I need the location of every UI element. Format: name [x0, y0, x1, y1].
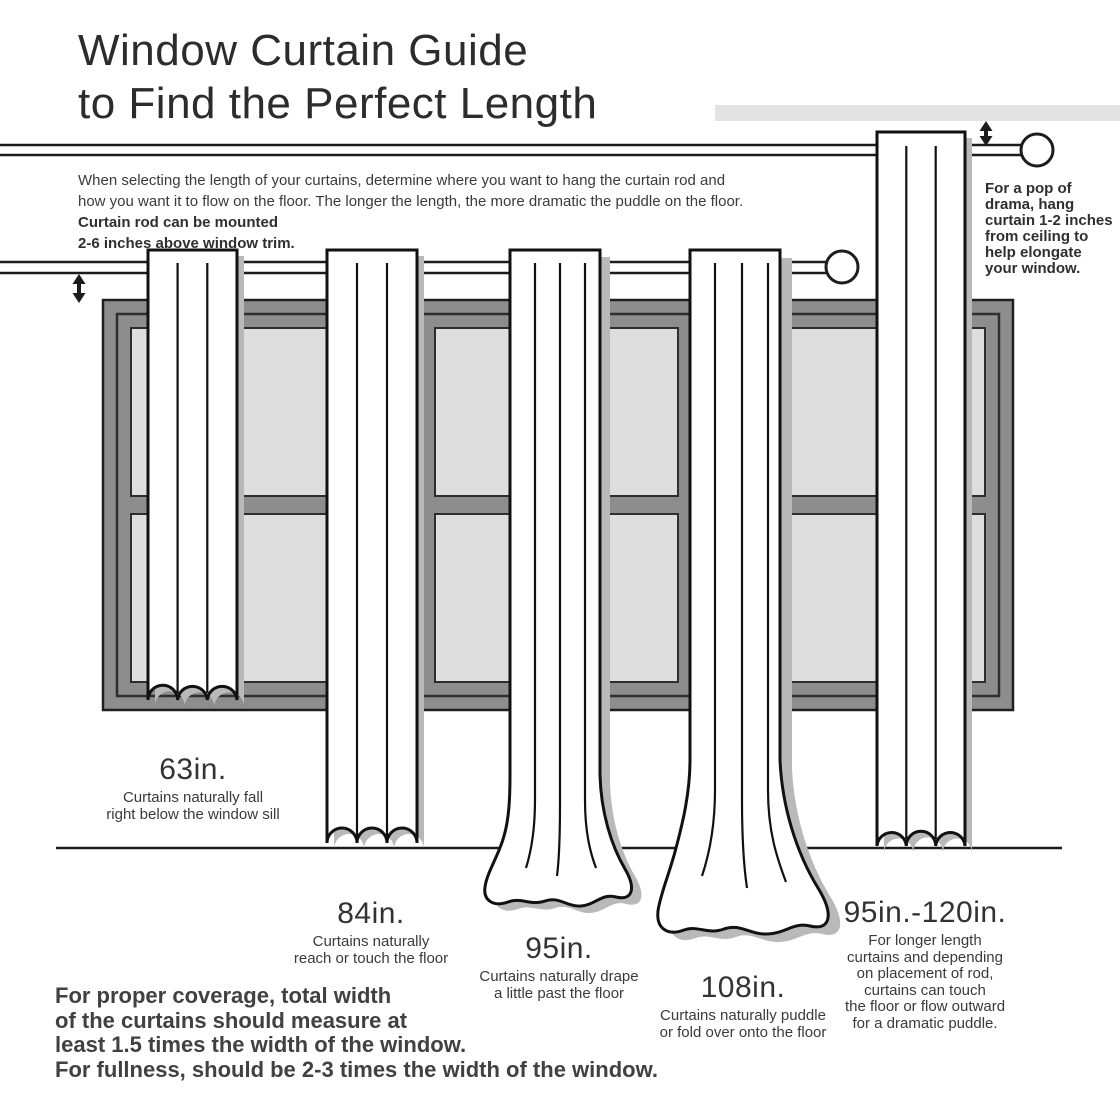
curtain-length-label-95in-120in [844, 896, 1007, 1032]
ceiling-tip-line: curtain 1-2 inches [985, 212, 1113, 229]
rod-note-line: 2-6 inches above window trim. [78, 235, 295, 252]
ceiling-tip-line: drama, hang [985, 196, 1075, 213]
length-description: Curtains naturally puddle or fold over onto the floor [659, 1007, 827, 1041]
ceiling-tip-line: your window. [985, 260, 1081, 277]
measure-arrow-icon [73, 274, 86, 303]
length-value: 95in. [525, 932, 593, 965]
ceiling-tip-line: For a pop of [985, 180, 1072, 197]
curtain-length-label-108in [660, 971, 827, 1041]
curtain-panel-84in [327, 250, 424, 849]
length-description: Curtains naturally fall right below the window sill [106, 789, 280, 823]
ceiling-bar [715, 105, 1120, 121]
title-line: to Find the Perfect Length [78, 79, 598, 128]
length-description: For longer length curtains and depending on placement of rod, curtains can touch the floor or flow outward for a dramatic puddle. [844, 932, 1006, 1032]
intro-line: When selecting the length of your curtains, determine where you want to hang the curtain rod and [78, 172, 726, 189]
intro-text [78, 170, 743, 212]
curtain-panel-63in [148, 250, 244, 706]
coverage-note-line: For proper coverage, total width [55, 983, 392, 1008]
length-value: 84in. [337, 897, 405, 930]
coverage-note-line: least 1.5 times the width of the window. [55, 1032, 467, 1057]
title-line: Window Curtain Guide [78, 26, 529, 75]
curtain-panel-95in-120in [877, 132, 972, 852]
rod-finial-icon [826, 251, 858, 283]
rod-finial-icon [1021, 134, 1053, 166]
ceiling-tip-line: help elongate [985, 244, 1082, 261]
coverage-note-line: For fullness, should be 2-3 times the width of the window. [55, 1056, 658, 1082]
length-value: 108in. [700, 971, 786, 1004]
page-title [78, 24, 597, 130]
curtain-length-label-84in [294, 897, 448, 967]
coverage-note [55, 984, 658, 1082]
rod-mount-note [78, 212, 295, 254]
intro-line: how you want it to flow on the floor. The longer the length, the more dramatic the puddle on the floor. [78, 193, 744, 210]
coverage-note-line: of the curtains should measure at [55, 1007, 408, 1033]
measure-arrow-icon [980, 121, 993, 146]
curtain-length-label-63in [106, 753, 279, 823]
length-value: 95in.-120in. [843, 896, 1007, 929]
ceiling-tip-note [985, 181, 1113, 277]
ceiling-tip-line: from ceiling to [985, 228, 1089, 245]
length-value: 63in. [159, 753, 227, 786]
length-description: Curtains naturally drape a little past the floor [479, 968, 639, 1002]
rod-note-line: Curtain rod can be mounted [78, 214, 279, 231]
length-description: Curtains naturally reach or touch the floor [293, 933, 449, 967]
